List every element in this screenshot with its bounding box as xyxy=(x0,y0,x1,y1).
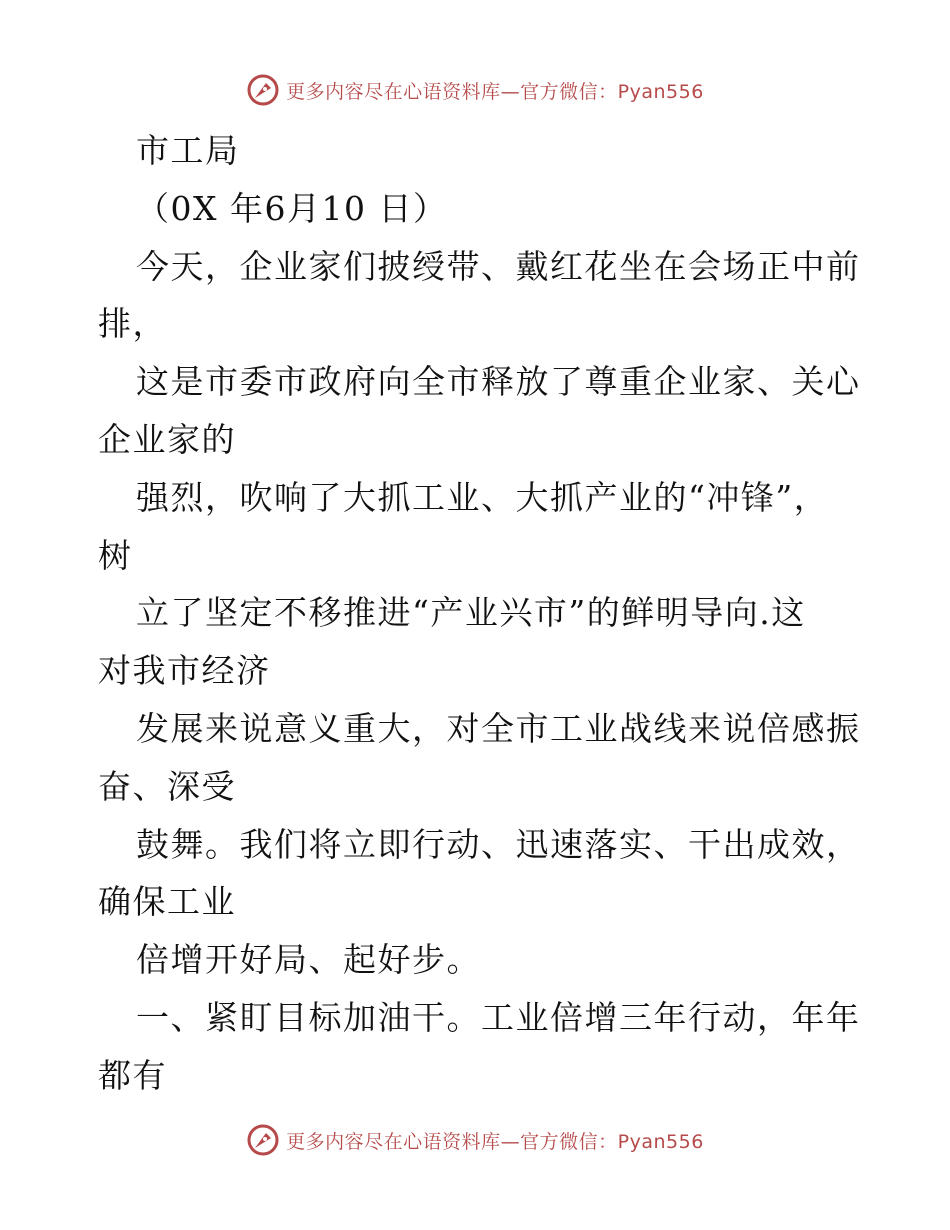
text-line: 都有 xyxy=(98,1055,167,1095)
text-line: 树 xyxy=(98,535,133,575)
document-body xyxy=(98,122,861,1105)
text-line: （0X 年6月10 日） xyxy=(136,188,448,228)
text-line: 强烈，吹响了大抓工业、大抓产业的“冲锋”， xyxy=(136,477,829,517)
header-watermark-text: 更多内容尽在心语资料库—官方微信：Pyan556 xyxy=(286,80,704,103)
footer-watermark-text: 更多内容尽在心语资料库—官方微信：Pyan556 xyxy=(286,1130,704,1153)
text-line: 鼓舞。我们将立即行动、迅速落实、干出成效， xyxy=(136,824,861,864)
text-line: 今天，企业家们披绶带、戴红花坐在会场正中前 xyxy=(136,246,861,286)
text-line: 倍增开好局、起好步。 xyxy=(136,940,481,980)
header-watermark-banner xyxy=(0,70,950,110)
text-line: 对我市经济 xyxy=(98,651,271,691)
text-line: 一、紧盯目标加油干。工业倍增三年行动，年年 xyxy=(136,997,861,1037)
text-line: 企业家的 xyxy=(98,419,236,459)
text-line: 确保工业 xyxy=(98,882,236,922)
pen-nib-logo-icon xyxy=(246,73,280,107)
text-line: 发展来说意义重大，对全市工业战线来说倍感振 xyxy=(136,708,861,748)
pen-nib-logo-icon xyxy=(246,1123,280,1157)
footer-watermark-banner xyxy=(0,1120,950,1160)
text-line: 这是市委市政府向全市释放了尊重企业家、关心 xyxy=(136,362,861,402)
text-line: 奋、深受 xyxy=(98,766,236,806)
text-line: 立了坚定不移推进“产业兴市”的鲜明导向.这 xyxy=(136,593,806,633)
text-line: 排， xyxy=(98,304,167,344)
text-line: 市工局 xyxy=(136,131,240,170)
